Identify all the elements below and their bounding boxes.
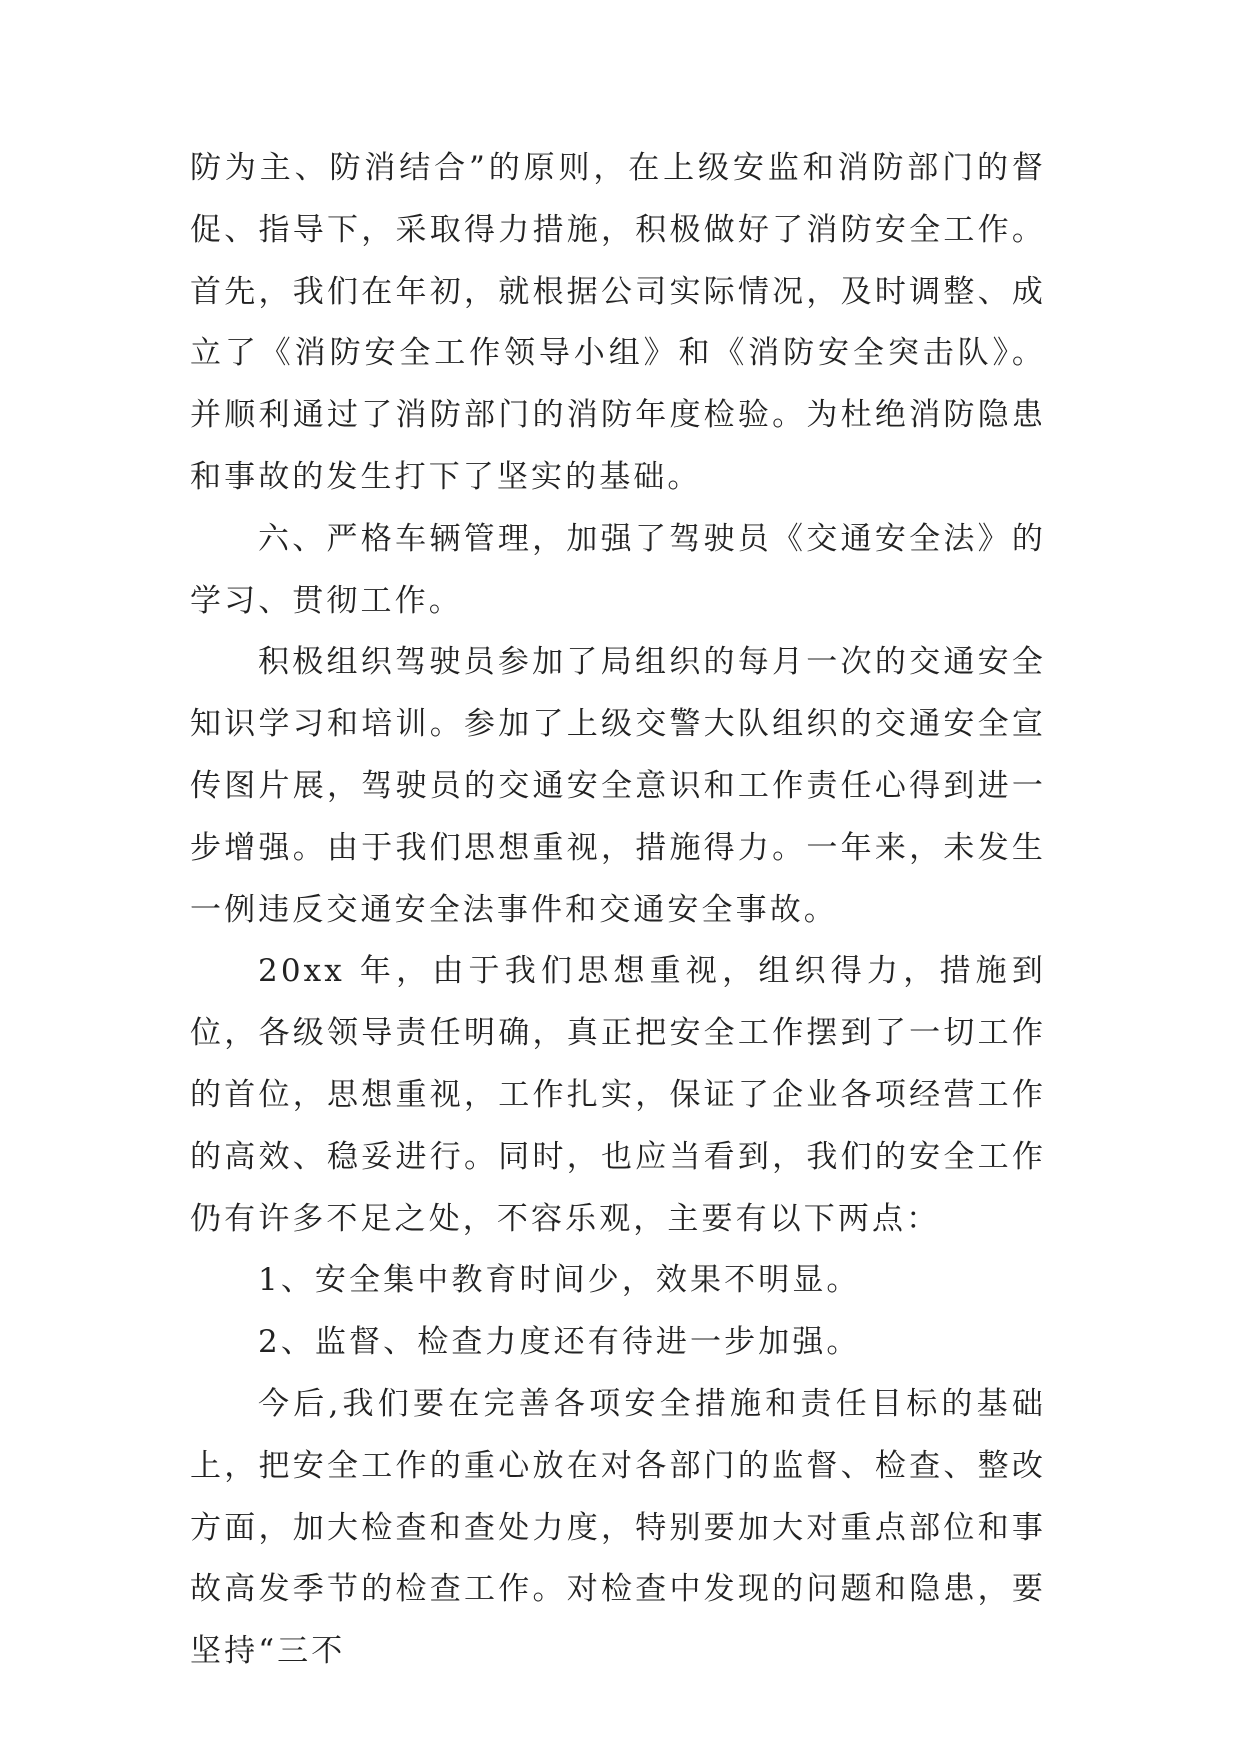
document-body — [190, 138, 1046, 1683]
list-item-shortcoming-2: 2、监督、检查力度还有待进一步加强。 — [258, 1324, 861, 1361]
list-item-shortcoming-1: 1、安全集中教育时间少，效果不明显。 — [258, 1262, 861, 1299]
paragraph-fire-safety: 防为主、防消结合”的原则，在上级安监和消防部门的督促、指导下，采取得力措施，积极做好了消防安全工作。首先，我们在年初，就根据公司实际情况，及时调整、成立了《消防安全工作领导小组》和《消防安全突击队》。并顺利通过了消防部门的消防年度检验。为杜绝消防隐患和事故的发生打下了坚实的基础。 — [190, 150, 1046, 495]
paragraph-driver-training: 积极组织驾驶员参加了局组织的每月一次的交通安全知识学习和培训。参加了上级交警大队组织的交通安全宣传图片展，驾驶员的交通安全意识和工作责任心得到进一步增强。由于我们思想重视，措施得力。一年来，未发生一例违反交通安全法事件和交通安全事故。 — [190, 644, 1046, 928]
paragraph-future-plan: 今后,我们要在完善各项安全措施和责任目标的基础上，把安全工作的重心放在对各部门的监督、检查、整改方面，加大检查和查处力度，特别要加大对重点部位和事故高发季节的检查工作。对检查中发现的问题和隐患，要坚持“三不 — [190, 1385, 1046, 1670]
paragraph-annual-summary: 20xx 年，由于我们思想重视，组织得力，措施到位，各级领导责任明确，真正把安全工作摆到了一切工作的首位，思想重视，工作扎实，保证了企业各项经营工作的高效、稳妥进行。同时，也应当看到，我们的安全工作仍有许多不足之处，不容乐观，主要有以下两点： — [190, 953, 1046, 1237]
paragraph-vehicle-management-heading: 六、严格车辆管理，加强了驾驶员《交通安全法》的学习、贯彻工作。 — [190, 520, 1046, 619]
